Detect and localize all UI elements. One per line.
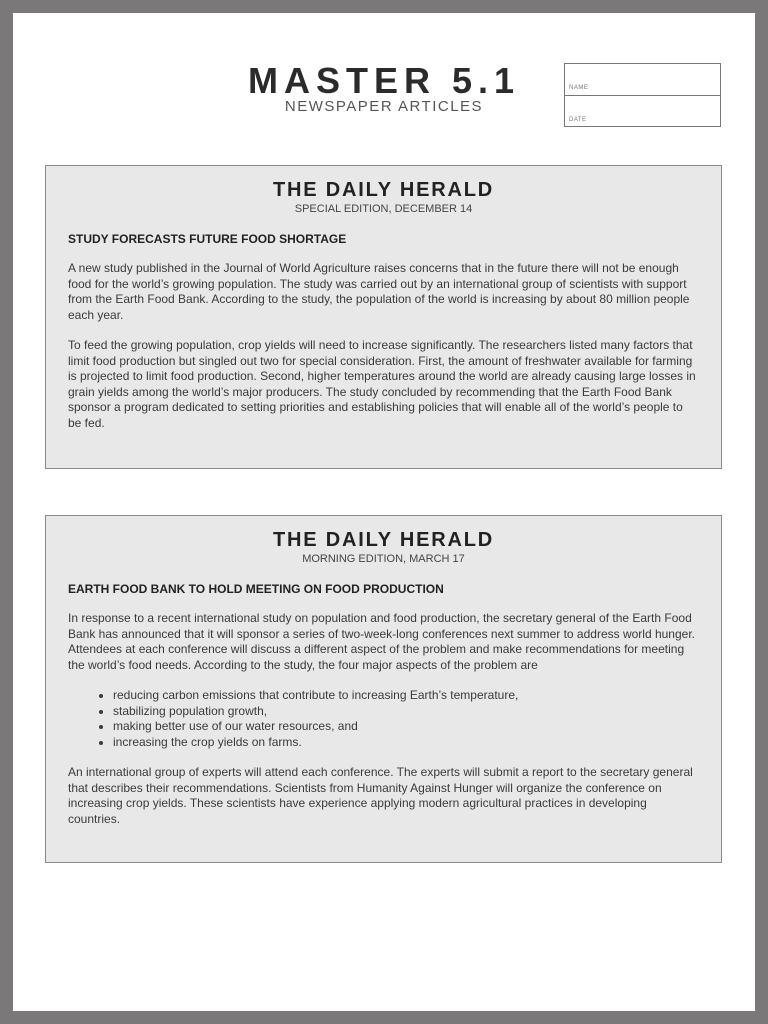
name-label: NAME: [569, 85, 589, 91]
newspaper-name: THE DAILY HERALD: [272, 179, 495, 201]
date-field[interactable]: [565, 95, 720, 127]
name-date-box: [564, 63, 721, 127]
newspaper-name: THE DAILY HERALD: [272, 529, 495, 551]
date-label: DATE: [569, 117, 587, 123]
article-study-forecast: [45, 165, 722, 469]
edition-line: MORNING EDITION, MARCH 17: [302, 553, 465, 565]
list-item: • increasing the crop yields on farms.: [113, 735, 699, 751]
list-item: • making better use of our water resources, and: [113, 719, 699, 735]
list-item: • stabilizing population growth,: [113, 704, 699, 720]
article-earth-food-bank-meeting: [45, 515, 722, 863]
article-headline: EARTH FOOD BANK TO HOLD MEETING ON FOOD PRODUCTION: [68, 582, 444, 596]
article-paragraph: In response to a recent international study on population and food production, the secretary general of the Earth Food Bank has announced that it will sponsor a series of two-week-long conferences next summer to address world hunger. Attendees at each conference will discuss a different aspect of the problem and make recommendations for meeting the world’s food needs. According to the study, the four major aspects of the problem are: [68, 611, 695, 672]
list-item: • reducing carbon emissions that contribute to increasing Earth’s temperature,: [113, 688, 699, 704]
article-paragraph: A new study published in the Journal of World Agriculture raises concerns that in the future there will not be enough food for the world’s growing population. The study was carried out by an international group of scientists with support from the Earth Food Bank. According to the study, the population of the world is increasing by about 80 million people each year.: [68, 261, 690, 322]
aspects-list: [68, 688, 699, 750]
article-paragraph: An international group of experts will attend each conference. The experts will submit a report to the secretary general that describes their recommendations. Scientists from Humanity Against Hunger will organize the conference on increasing crop yields. These scientists have experience applying modern agricultural practices in developing countries.: [68, 765, 693, 826]
article-headline: STUDY FORECASTS FUTURE FOOD SHORTAGE: [68, 232, 347, 246]
name-field[interactable]: [565, 64, 720, 95]
article-paragraph: To feed the growing population, crop yields will need to increase significantly. The researchers listed many factors that limit food production but singled out two for special consideration. First, the amount of freshwater available for farming is projected to limit food production. Second, higher temperatures around the world are already causing large losses in grain yields among the world’s major producers. The study concluded by recommending that the Earth Food Bank sponsor a program dedicated to setting priorities and establishing policies that will enable all of the world’s people to be fed.: [68, 338, 696, 430]
edition-line: SPECIAL EDITION, DECEMBER 14: [294, 203, 473, 215]
master-subtitle: NEWSPAPER ARTICLES: [284, 98, 484, 115]
master-title: MASTER 5.1: [247, 60, 521, 101]
